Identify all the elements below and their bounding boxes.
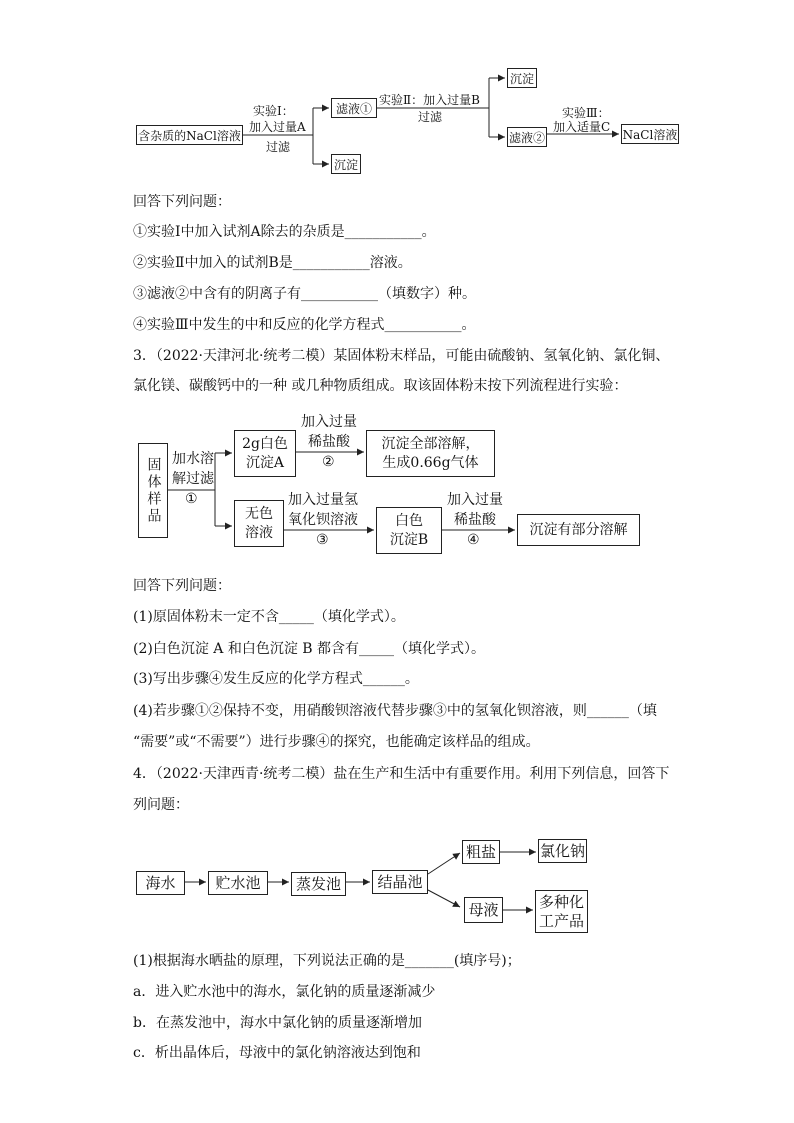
q4-option-b: b．在蒸发池中，海水中氯化钠的质量逐渐增加: [133, 1015, 422, 1031]
white-precipitate-b-line2: 沉淀B: [389, 531, 429, 548]
step1-label-line1: 实验Ⅰ：: [253, 104, 294, 118]
q4-stem-line2: 列问题：: [133, 797, 189, 813]
colorless-solution-line1: 无色: [245, 505, 273, 522]
q3-item-3: (3)写出步骤④发生反应的化学方程式______。: [133, 671, 419, 687]
chemical-products-line2: 工产品: [538, 911, 584, 930]
step3-label-line1: 实验Ⅲ：: [562, 106, 610, 120]
step2-label-line1: 实验Ⅱ：加入过量B: [379, 93, 480, 107]
step1-label-line3: 过滤: [266, 140, 291, 154]
chemical-products-box: [535, 890, 588, 933]
q4-sub-question-1: (1)根据海水晒盐的原理，下列说法正确的是_______(填序号)；: [133, 953, 521, 969]
q3-item-2: (2)白色沉淀 A 和白色沉淀 B 都含有_____（填化学式）。: [133, 641, 486, 657]
seawater-label: 海水: [145, 873, 176, 892]
reservoir-label: 贮水池: [215, 873, 261, 892]
filtrate-1-label: 滤液①: [335, 101, 372, 116]
evaporation-pond-label: 蒸发池: [295, 874, 341, 893]
q3-item-1: (1)原固体粉末一定不含_____（填化学式）。: [133, 609, 405, 625]
step1-label-line2: 加入过量A: [249, 120, 306, 134]
q3-stem-line1: 3．（2022·天津河北·统考二模）某固体粉末样品，可能由硫酸钠、氢氧化钠、氯化铜、: [133, 348, 670, 364]
step4-label-line1: 加入过量: [447, 492, 503, 508]
nacl-solution-label: NaCl溶液: [622, 127, 678, 142]
step3-label-line1: 加入过量氢: [288, 492, 358, 508]
step3-number: ③: [316, 532, 329, 548]
q3-intro: 回答下列问题：: [133, 578, 231, 594]
chemical-products-line1: 多种化: [538, 892, 584, 911]
crude-salt-label: 粗盐: [465, 842, 496, 861]
evaporation-pond-box: [291, 872, 346, 896]
mother-liquor-label: 母液: [468, 900, 499, 919]
mother-liquor-box: [464, 897, 503, 923]
step2-label-line2: 稀盐酸: [308, 434, 350, 450]
q2-item-3: ③滤液②中含有的阴离子有___________（填数字）种。: [133, 286, 476, 302]
q2-item-4: ④实验Ⅲ中发生的中和反应的化学方程式___________。: [133, 317, 476, 333]
q2-item-1: ①实验Ⅰ中加入试剂A除去的杂质是___________。: [133, 224, 436, 240]
sodium-chloride-box: [538, 839, 587, 863]
precipitate-a-label: 沉淀: [333, 157, 358, 172]
q3-item-4-line1: (4)若步骤①②保持不变，用硝酸钡溶液代替步骤③中的氢氧化钡溶液，则______（填: [133, 703, 657, 719]
dissolved-result-line2: 生成0.66g气体: [382, 454, 479, 471]
step1-label-line1: 加水溶: [172, 451, 214, 467]
q4-stem-line1: 4．（2022·天津西青·统考二模）盐在生产和生活中有重要作用。利用下列信息，回答下: [133, 766, 670, 782]
seawater-box: [136, 871, 185, 895]
precipitate-b-label: 沉淀: [509, 71, 534, 86]
step4-number: ④: [467, 532, 480, 548]
step2-number: ②: [322, 454, 335, 470]
white-precipitate-b-line1: 白色: [395, 512, 423, 529]
step3-label-line2: 氧化钡溶液: [288, 512, 358, 528]
q3-stem-line2: 氯化镁、碳酸钙中的一种 或几种物质组成。取该固体粉末按下列流程进行实验：: [133, 378, 628, 394]
crude-salt-box: [462, 840, 500, 864]
crystallization-pond-label: 结晶池: [377, 872, 423, 891]
partial-dissolution-label: 沉淀有部分溶解: [529, 521, 628, 538]
colorless-solution-line2: 溶液: [245, 524, 273, 541]
q3-item-4-line2: “需要”或“不需要”）进行步骤④的探究，也能确定该样品的组成。: [133, 734, 540, 750]
q2-item-2: ②实验Ⅱ中加入的试剂B是___________溶液。: [133, 255, 412, 271]
dissolved-result-line1: 沉淀全部溶解，: [381, 435, 480, 452]
sodium-chloride-label: 氯化钠: [539, 841, 585, 860]
crystallization-pond-box: [372, 870, 428, 894]
step4-label-line2: 稀盐酸: [454, 512, 496, 528]
step1-label-line2: 解过滤: [172, 471, 214, 487]
impure-nacl-solution-label: 含杂质的NaCl溶液: [138, 128, 241, 143]
step3-label-line2: 加入适量C: [553, 120, 611, 134]
white-precipitate-a-line1: 2g白色: [242, 435, 288, 452]
step1-number: ①: [185, 491, 198, 507]
step2-label-line1: 加入过量: [301, 414, 357, 430]
q4-option-a: a．进入贮水池中的海水，氯化钠的质量逐渐减少: [133, 984, 436, 1000]
step2-label-line2: 过滤: [418, 110, 443, 124]
solid-sample-label: 固体样品: [145, 456, 162, 525]
filtrate-2-label: 滤液②: [508, 130, 545, 145]
q4-option-c: c．析出晶体后，母液中的氯化钠溶液达到饱和: [133, 1045, 421, 1061]
white-precipitate-a-line2: 沉淀A: [245, 454, 285, 471]
q2-intro: 回答下列问题：: [133, 194, 231, 210]
reservoir-box: [208, 871, 268, 895]
